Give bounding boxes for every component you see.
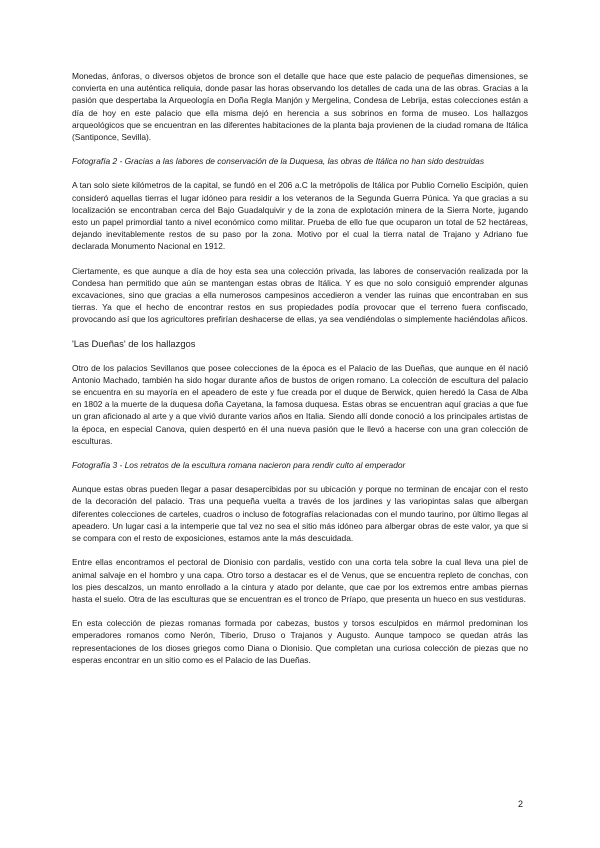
paragraph-museum-intro: Monedas, ánforas, o diversos objetos de bronce son el detalle que hace que este palacio de pequeñas dimensiones, se convierta en una auténtica reliquia, donde pasar las horas observando los detalles de cada una de las obras. Gracias a la pasión que despertaba la Arqueología en Doña Regla Manjón y Mergelina, Condesa de Lebrija, estas colecciones están a día de hoy en este palacio que ella misma dejó en herencia a sus sobrinos en forma de museo. Los hallazgos arqueológicos que se encuentran en las diferentes habitaciones de la planta baja provienen de la ciudad romana de Itálica (Santiponce, Sevilla). (72, 71, 528, 143)
photo-caption-3: Fotografía 3 - Los retratos de la escultura romana nacieron para rendir culto al emperador (72, 460, 406, 471)
paragraph-roman-collection: En esta colección de piezas romanas formada por cabezas, bustos y torsos esculpidos en mármol predominan los emperadores romanos como Nerón, Tiberio, Druso o Trajanos y Augusto. Aunque tampoco se quedan atrás las representaciones de los dioses griegos como Diana o Dionisio. Que completan una curiosa colección de piezas que no esperas encontrar en un sitio como es el Palacio de las Dueñas. (72, 618, 528, 665)
paragraph-apeadero: Aunque estas obras pueden llegar a pasar desapercibidas por su ubicación y porque no terminan de encajar con el resto de la decoración del palacio. Tras una pequeña vuelta a través de los jardines y las variopintas salas que albergan diferentes colecciones de carteles, cuadros o incluso de fotografías relacionadas con el mundo taurino, por último llegas al apeadero. Un lugar casi a la intemperie que tal vez no sea el sitio más idóneo para albergar obras de este valor, ya que si se compara con el resto de exposiciones, estamos ante la más descuidada. (72, 484, 528, 544)
paragraph-italica-history: A tan solo siete kilómetros de la capital, se fundó en el 206 a.C la metrópolis de Itálica por Publio Cornelio Escipión, quien consideró aquellas tierras el lugar idóneo para residir a los veteranos de la Segunda Guerra Púnica. Ya que gracias a su localización se encontraban cerca del Bajo Guadalquivir y de la zona de explotación minera de la Sierra Norte, jugando esto un papel primordial tanto a nivel económico como militar. Prueba de ello fue que ocuparon un total de 52 hectáreas, dejando inevitablemente restos de su paso por la zona. Motivo por el cual la tierra natal de Trajano y Adriano fue declarada Monumento Nacional en 1912. (72, 180, 528, 252)
paragraph-palacio-duenas: Otro de los palacios Sevillanos que posee colecciones de la época es el Palacio de las Dueñas, que aunque en él nació Antonio Machado, también ha sido hogar durante años de bustos de origen romano. La colección de escultura del palacio se encuentra en su mayoría en el apeadero de este y fue creada por el duque de Berwick, quien heredó la Casa de Alba en 1802 a la muerte de la duquesa doña Cayetana, la famosa duquesa. Estas obras se encuentran aquí gracias a que fue un gran aficionado al arte y a que vivió durante varios años en Italia. Siendo allí donde conoció a los principales artistas de la época, en especial Canova, quien despertó en él una nueva pasión que le llevó a hacerse con una gran colección de esculturas. (72, 362, 528, 446)
article-body (72, 70, 528, 666)
page-number: 2 (518, 799, 524, 809)
photo-caption-2: Fotografía 2 - Gracias a las labores de conservación de la Duquesa, las obras de Itálica no han sido destruidas (72, 156, 485, 167)
paragraph-conservation: Ciertamente, es que aunque a día de hoy esta sea una colección privada, las labores de conservación realizada por la Condesa han permitido que aún se mantengan estas obras de Itálica. Y es que no solo consiguió emprender algunas excavaciones, sino que gracias a ella numerosos campesinos accedieron a vender las ruinas que encontraban en sus tierras. Ya que el hecho de encontrar restos en sus propiedades podía provocar que el terreno fuera confiscado, provocando así que los agricultores prefirían deshacerse de ellas, ya sea vendiéndolas o simplemente haciéndolas añicos. (72, 265, 528, 325)
section-heading-duenas: 'Las Dueñas' de los hallazgos (72, 337, 196, 349)
paragraph-sculptures: Entre ellas encontramos el pectoral de Dionisio con pardalis, vestido con una corta tela sobre la cual lleva una piel de animal salvaje en el hombro y una capa. Otro torso a destacar es el de Venus, que se encuentra repleto de conchas, con los pies descalzos, un manto enrollado a la cintura y atado por delante, que cae por los extremos entre ambas piernas hasta el suelo. Otra de las esculturas que se encuentran es el tronco de Príapo, que presenta un hueco en sus vestiduras. (72, 557, 528, 604)
